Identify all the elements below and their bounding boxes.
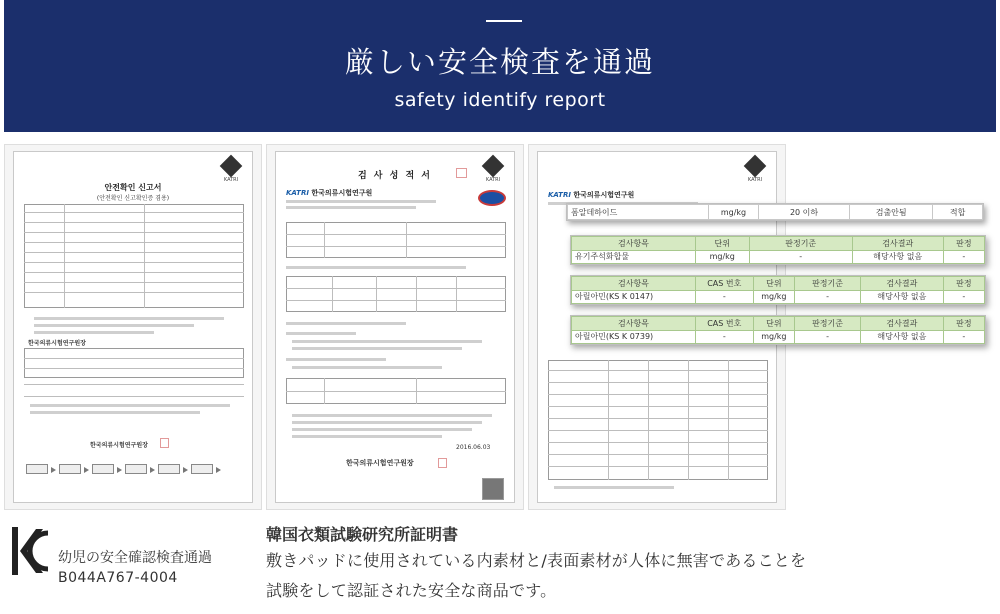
- table-cell: 아릴아민(KS K 0739): [572, 330, 696, 344]
- table-cell: -: [695, 290, 753, 304]
- katri-logo: KATRI: [744, 158, 766, 182]
- table-cell: 해당사항 없음: [852, 250, 943, 264]
- table-header: 단위: [753, 317, 794, 331]
- table-header: 판정: [943, 237, 984, 251]
- table-header: 판정: [943, 317, 984, 331]
- zoom-table-organotin: [570, 235, 986, 265]
- title-rule: [486, 20, 522, 22]
- kc-label: 幼児の安全確認検査通過: [58, 550, 212, 566]
- table-cell: -: [943, 330, 984, 344]
- document-heading: 안전확인 신고서: [104, 183, 162, 192]
- katri-header: KATRI 한국의류시험연구원: [286, 189, 373, 197]
- katri-logo: KATRI: [482, 158, 504, 182]
- test-item: 폼알데하이드: [568, 205, 709, 220]
- table-cell: mg/kg: [695, 250, 749, 264]
- table-header: 단위: [753, 277, 794, 291]
- document-institute: 한국의류시험연구원장: [28, 340, 86, 347]
- test-result: 검출안됨: [850, 205, 933, 220]
- katri-header: KATRI 한국의류시험연구원: [548, 191, 635, 199]
- test-judgement: 적합: [933, 205, 983, 220]
- table-cell: -: [943, 250, 984, 264]
- table-header: 검사항목: [572, 317, 696, 331]
- table-cell: -: [795, 330, 861, 344]
- banner-subtitle: safety identify report: [394, 89, 606, 111]
- document-subheading: (안전확인 신고확인증 겸용): [96, 195, 170, 202]
- banner-title: 厳しい安全検査を通過: [344, 45, 655, 79]
- table-cell: mg/kg: [753, 330, 794, 344]
- accreditation-logo: [478, 190, 506, 206]
- test-unit: mg/kg: [709, 205, 759, 220]
- header-banner: [4, 0, 996, 132]
- table-header: 검사결과: [861, 317, 944, 331]
- katri-logo: KATRI: [220, 158, 242, 182]
- table-header: 판정: [943, 277, 984, 291]
- test-standard: 20 이하: [758, 205, 849, 220]
- table-header: 판정기준: [749, 237, 852, 251]
- table-cell: -: [749, 250, 852, 264]
- table-cell: mg/kg: [753, 290, 794, 304]
- table-header: CAS 번호: [695, 277, 753, 291]
- report-footer: 한국의류시험연구원장: [346, 459, 414, 467]
- document-image-safety-report: [4, 144, 262, 510]
- zoom-table-arylamine-0147: [570, 275, 986, 305]
- table-cell: -: [695, 330, 753, 344]
- document-paper: KATRI 안전확인 신고서 (안전확인 신고확인증 겸용) 한국의류시험연구원장 한국의류시험연구원장: [13, 151, 253, 503]
- table-header: 검사결과: [852, 237, 943, 251]
- report-date: 2016.06.03: [456, 444, 491, 451]
- table-cell: 해당사항 없음: [861, 290, 944, 304]
- certificate-title: 韓国衣類試験研究所証明書: [266, 525, 459, 544]
- table-cell: 아릴아민(KS K 0147): [572, 290, 696, 304]
- table-cell: 해당사항 없음: [861, 330, 944, 344]
- process-flow: [26, 464, 242, 480]
- document-paper: [275, 151, 515, 503]
- document-heading: 검 사 성 적 서: [357, 171, 432, 181]
- table-header: 검사항목: [572, 277, 696, 291]
- zoom-table-arylamine-0739: [570, 315, 986, 345]
- table-cell: -: [795, 290, 861, 304]
- certificate-description-line1: 敷きパッドに使用されている内素材と/表面素材が人体に無害であることを: [266, 551, 807, 570]
- table-header: 검사항목: [572, 237, 696, 251]
- table-header: CAS 번호: [695, 317, 753, 331]
- table-header: 판정기준: [795, 277, 861, 291]
- document-image-test-report: [266, 144, 524, 510]
- table-header: 단위: [695, 237, 749, 251]
- certificate-description-line2: 試験をして認証された安全な商品です。: [266, 581, 557, 600]
- table-header: 검사결과: [861, 277, 944, 291]
- official-seal: [438, 458, 447, 468]
- report-stamp: [456, 168, 467, 178]
- table-cell: -: [943, 290, 984, 304]
- kc-certification-icon: [10, 521, 50, 581]
- kc-certification-code: B044A767-4004: [58, 570, 178, 586]
- table-cell: 유기주석화합물: [572, 250, 696, 264]
- official-seal: [160, 438, 169, 448]
- qr-code: [482, 478, 504, 500]
- table-header: 판정기준: [795, 317, 861, 331]
- zoom-formaldehyde-result: [566, 203, 984, 221]
